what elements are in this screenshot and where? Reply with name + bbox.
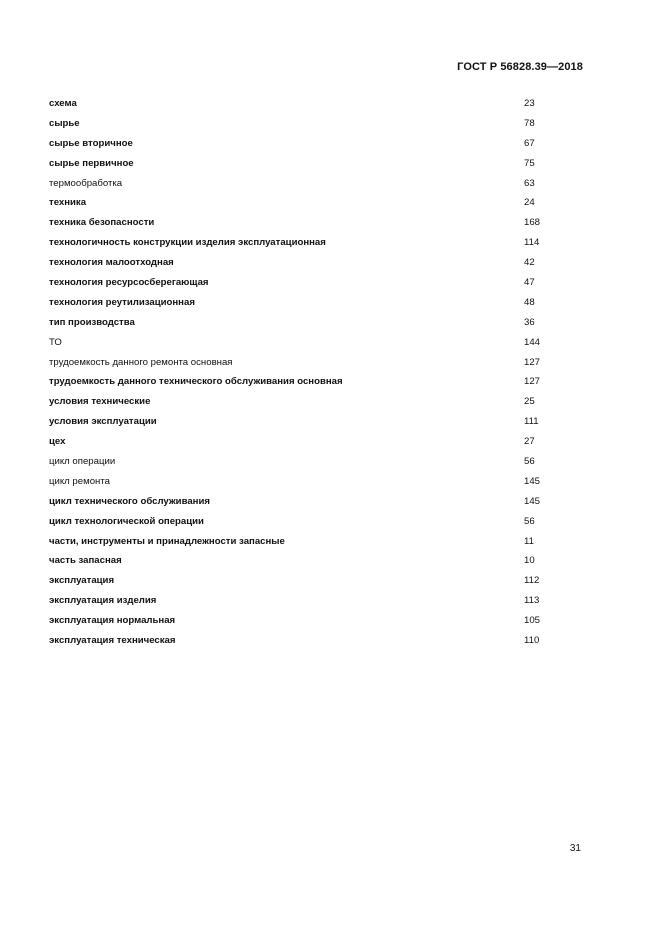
index-term: части, инструменты и принадлежности запасные	[49, 535, 285, 547]
index-page-ref: 11	[524, 535, 534, 547]
index-term: техника	[49, 197, 87, 209]
index-term: эксплуатация техническая	[49, 635, 176, 647]
index-term: цикл технического обслуживания	[49, 495, 210, 507]
index-entry	[49, 414, 549, 434]
index-entry	[49, 494, 549, 514]
index-entry	[49, 514, 549, 534]
index-term: часть запасная	[49, 555, 122, 567]
index-term: схема	[49, 98, 77, 109]
index-page-ref: 105	[524, 615, 541, 627]
index-entry	[49, 156, 549, 176]
index-page-ref: 36	[524, 316, 535, 328]
index-term: техника безопасности	[49, 217, 155, 229]
index-term: эксплуатация нормальная	[49, 615, 176, 627]
index-term: технология реутилизационная	[49, 296, 195, 308]
index-term: сырье вторичное	[49, 137, 133, 149]
index-page-ref: 10	[524, 555, 535, 567]
index-page-ref: 111	[524, 416, 539, 428]
index-entry	[49, 136, 549, 156]
index-page-ref: 110	[524, 635, 540, 647]
index-page-ref: 75	[524, 157, 535, 169]
index-page-ref: 63	[524, 177, 535, 189]
index-entry	[49, 593, 549, 613]
index-term: условия эксплуатации	[49, 416, 157, 428]
index-entry	[49, 116, 549, 136]
index-entry	[49, 335, 549, 355]
index-page-ref: 24	[524, 197, 535, 209]
index-term: сырье	[49, 117, 80, 129]
index-page-ref: 114	[524, 237, 540, 249]
index-entry	[49, 573, 549, 593]
index-entry	[49, 613, 549, 633]
index-term: термообработка	[49, 177, 123, 189]
index-page-ref: 67	[524, 137, 535, 149]
document-code-header: ГОСТ Р 56828.39—2018	[457, 61, 583, 73]
index-entry	[49, 534, 549, 554]
index-entry	[49, 633, 549, 653]
index-page-ref: 56	[524, 515, 535, 527]
index-entry	[49, 195, 549, 215]
index-entry	[49, 454, 549, 474]
index-page-ref: 42	[524, 257, 535, 269]
index-page-ref: 145	[524, 475, 541, 487]
index-entry	[49, 374, 549, 394]
index-term: технология ресурсосберегающая	[49, 277, 209, 289]
index-entry	[49, 255, 549, 275]
index-term: трудоемкость данного технического обслуживания основная	[49, 376, 343, 388]
index-entry	[49, 315, 549, 335]
index-entry	[49, 434, 549, 454]
index-term: технология малоотходная	[49, 257, 174, 269]
index-page-ref: 145	[524, 495, 541, 507]
index-entry	[49, 275, 549, 295]
index-term: цикл ремонта	[49, 475, 110, 487]
index-entry	[49, 235, 549, 255]
index-page-ref: 27	[524, 436, 535, 448]
index-entry	[49, 355, 549, 375]
index-page-ref: 127	[524, 356, 541, 368]
index-term: ТО	[49, 336, 62, 348]
index-term: цикл операции	[49, 456, 116, 468]
index-page-ref: 48	[524, 296, 535, 308]
index-term: сырье первичное	[49, 157, 134, 169]
index-page-ref: 23	[524, 98, 535, 109]
index-entry	[49, 176, 549, 196]
index-entry	[49, 215, 549, 235]
index-page-ref: 56	[524, 456, 535, 468]
index-page-ref: 113	[524, 595, 540, 607]
index-term: эксплуатация изделия	[49, 595, 157, 607]
index-entry	[49, 474, 549, 494]
page-number: 31	[569, 843, 581, 854]
index-page-ref: 78	[524, 117, 535, 129]
index-term: тип производства	[49, 316, 135, 328]
index-page-ref: 25	[524, 396, 535, 408]
index-term: цикл технологической операции	[49, 515, 204, 527]
alphabetical-index-list	[49, 96, 549, 653]
index-entry	[49, 553, 549, 573]
index-entry	[49, 96, 549, 116]
index-term: трудоемкость данного ремонта основная	[49, 356, 233, 368]
index-page-ref: 168	[524, 217, 541, 229]
index-term: условия технические	[49, 396, 151, 408]
index-page-ref: 127	[524, 376, 541, 388]
index-entry	[49, 295, 549, 315]
index-entry	[49, 394, 549, 414]
index-page-ref: 47	[524, 277, 535, 289]
index-term: цех	[49, 436, 66, 448]
index-page-ref: 144	[524, 336, 541, 348]
index-term: эксплуатация	[49, 575, 115, 587]
index-term: технологичность конструкции изделия эксплуатационная	[49, 237, 326, 249]
index-page-ref: 112	[524, 575, 540, 587]
